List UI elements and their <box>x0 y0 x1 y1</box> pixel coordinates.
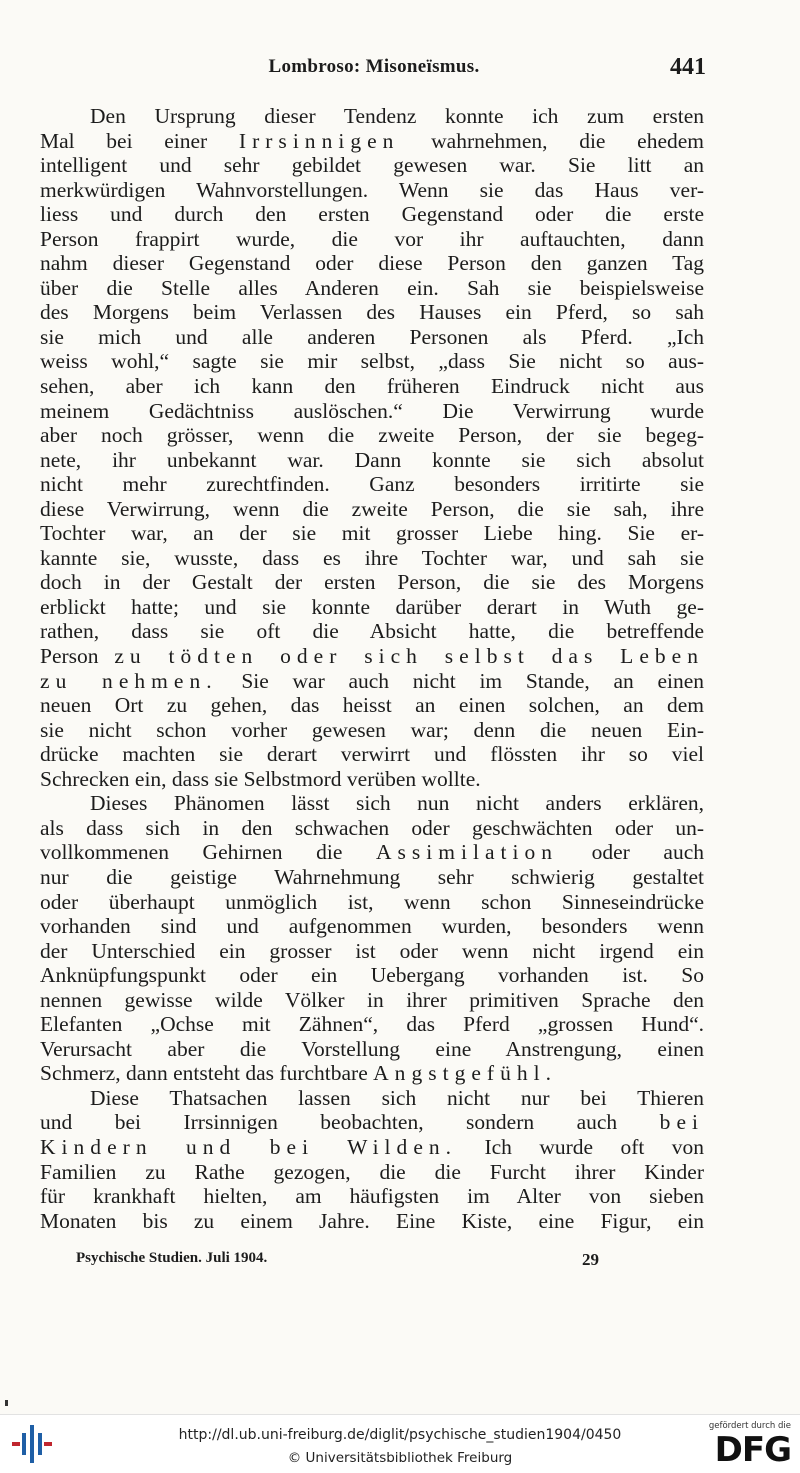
text-line <box>40 1012 704 1037</box>
text-line <box>40 178 704 203</box>
text-line <box>40 767 704 792</box>
text-line <box>40 276 704 301</box>
text-run: nahm dieser Gegenstand oder diese Person den ganzen Tag <box>40 251 704 276</box>
text-run: der Unterschied ein grosser ist oder wenn nicht irgend ein <box>40 938 704 963</box>
text-line <box>40 1160 704 1185</box>
text-run: und bei Irrsinnigen beobachten, sondern auch <box>40 1110 660 1135</box>
text-run: neuen Ort zu gehen, das heisst an einen solchen, an dem <box>40 693 704 718</box>
text-run: drücke machten sie derart verwirrt und flössten ihr so viel <box>40 742 704 767</box>
text-run: Person <box>40 644 115 669</box>
text-run: als dass sich in den schwachen oder geschwächten oder un- <box>40 815 704 840</box>
text-run: Sie war auch nicht im Stande, an einen <box>217 668 704 693</box>
spaced-emphasis: bei <box>659 1110 704 1135</box>
text-line <box>40 521 704 546</box>
text-run: Schmerz, dann entsteht das furchtbare <box>40 1061 374 1086</box>
text-line <box>40 840 704 865</box>
text-run: oder überhaupt unmöglich ist, wenn schon Sinneseindrücke <box>40 889 704 914</box>
spaced-emphasis: zu nehmen. <box>40 668 218 693</box>
text-run: vorhanden sind und aufgenommen wurden, besonders wenn <box>40 914 704 939</box>
text-run: kannte sie, wusste, dass es ihre Tochter war, und sah sie <box>40 545 704 570</box>
text-line <box>40 202 704 227</box>
text-line <box>40 227 704 252</box>
text-run: sie nicht schon vorher gewesen war; denn die neuen Ein- <box>40 717 704 742</box>
text-run: sie mich und alle anderen Personen als Pferd. „Ich <box>40 324 704 349</box>
text-line <box>40 153 704 178</box>
margin-mark <box>5 1400 8 1406</box>
text-run: Anknüpfungspunkt oder ein Uebergang vorhanden ist. So <box>40 963 704 988</box>
text-line <box>40 1209 704 1234</box>
signature-mark: Psychische Studien. Juli 1904. <box>76 1250 268 1266</box>
page-header <box>40 56 708 86</box>
viewer-footer-bar <box>0 1414 800 1473</box>
body-text <box>40 104 704 1233</box>
text-line <box>40 104 704 129</box>
text-line <box>40 546 704 571</box>
text-line <box>40 448 704 473</box>
text-line <box>40 914 704 939</box>
sheet-number: 29 <box>582 1250 599 1269</box>
text-run: rathen, dass sie oft die Absicht hatte, die betreffende <box>40 619 704 644</box>
text-run: vollkommenen Gehirnen die <box>40 840 376 865</box>
text-line <box>40 1184 704 1209</box>
text-run: Monaten bis zu einem Jahre. Eine Kiste, eine Figur, ein <box>40 1208 704 1233</box>
text-line <box>40 988 704 1013</box>
text-line <box>40 1037 704 1062</box>
text-line <box>40 742 704 767</box>
text-run: erblickt hatte; und sie konnte darüber derart in Wuth ge- <box>40 594 704 619</box>
text-run: Den Ursprung dieser Tendenz konnte ich zum ersten <box>90 104 704 128</box>
text-line <box>40 693 704 718</box>
copyright-notice: © Universitätsbibliothek Freiburg <box>287 1450 513 1466</box>
text-line <box>40 349 704 374</box>
text-run: nete, ihr unbekannt war. Dann konnte sie sich absolut <box>40 447 704 472</box>
text-line <box>40 570 704 595</box>
text-line <box>40 325 704 350</box>
text-line <box>40 1110 704 1135</box>
text-line <box>40 251 704 276</box>
spaced-emphasis: Assimilation <box>375 840 559 865</box>
text-run: doch in der Gestalt der ersten Person, die sie des Morgens <box>40 570 704 595</box>
text-run: diese Verwirrung, wenn die zweite Person, die sie sah, ihre <box>40 496 704 521</box>
text-line <box>40 423 704 448</box>
text-run: für krankhaft hielten, am häufigsten im Alter von sieben <box>40 1184 704 1209</box>
text-run: Person frappirt wurde, die vor ihr auftauchten, dann <box>40 226 704 251</box>
text-run: Ich wurde oft von <box>457 1134 704 1159</box>
text-line <box>40 890 704 915</box>
text-line <box>40 497 704 522</box>
text-run: Familien zu Rathe gezogen, die die Furcht ihrer Kinder <box>40 1159 704 1184</box>
text-run: Diese Thatsachen lassen sich nicht nur bei Thieren <box>90 1085 704 1110</box>
text-line <box>40 816 704 841</box>
dfg-tagline: gefördert durch die <box>708 1421 791 1431</box>
text-line <box>40 595 704 620</box>
running-title: Lombroso: Misoneïsmus. <box>268 56 480 77</box>
text-run: sehen, aber ich kann den früheren Eindruck nicht aus <box>40 374 704 399</box>
text-line <box>40 399 704 424</box>
text-run: nicht mehr zurechtfinden. Ganz besonders irritirte sie <box>40 472 704 497</box>
text-line <box>40 374 704 399</box>
text-line <box>40 865 704 890</box>
text-run: Mal bei einer <box>40 128 239 153</box>
spaced-emphasis: Kindern und bei Wilden. <box>40 1134 458 1159</box>
text-run: Dieses Phänomen lässt sich nun nicht anders erklären, <box>90 791 704 816</box>
text-line <box>40 472 704 497</box>
text-run: merkwürdigen Wahnvorstellungen. Wenn sie das Haus ver- <box>40 177 704 202</box>
text-line <box>40 963 704 988</box>
text-run: über die Stelle alles Anderen ein. Sah sie beispielsweise <box>40 275 704 300</box>
text-run: meinem Gedächtniss auslöschen.“ Die Verwirrung wurde <box>40 398 704 423</box>
text-run: nur die geistige Wahrnehmung sehr schwierig gestaltet <box>40 864 704 889</box>
text-run: Elefanten „Ochse mit Zähnen“, das Pferd „grossen Hund“. <box>40 1012 704 1037</box>
text-run: nennen gewisse wilde Völker in ihrer primitiven Sprache den <box>40 987 704 1012</box>
ub-freiburg-logo-icon[interactable] <box>8 1421 56 1467</box>
text-line <box>40 129 704 154</box>
source-url-link[interactable]: http://dl.ub.uni-freiburg.de/diglit/psychische_studien1904/0450 <box>178 1427 622 1443</box>
text-line <box>40 300 704 325</box>
spaced-emphasis: Irrsinnigen <box>238 128 400 153</box>
text-run: Tochter war, an der sie mit grosser Liebe hing. Sie er- <box>40 521 704 546</box>
spaced-emphasis: zu tödten oder sich selbst das Leben <box>114 644 704 669</box>
text-run: Schrecken ein, dass sie Selbstmord verüben wollte. <box>40 766 481 791</box>
text-run: intelligent und sehr gebildet gewesen war. Sie litt an <box>40 153 704 178</box>
dfg-logo-icon[interactable]: DFG <box>714 1430 791 1470</box>
text-run: des Morgens beim Verlassen des Hauses ein Pferd, so sah <box>40 300 704 325</box>
text-line <box>40 644 704 669</box>
text-line <box>40 718 704 743</box>
page-number: 441 <box>670 54 706 80</box>
text-run: Verursacht aber die Vorstellung eine Anstrengung, einen <box>40 1036 704 1061</box>
text-line <box>40 791 704 816</box>
text-run: wahrnehmen, die ehedem <box>399 128 704 153</box>
text-line <box>40 669 704 694</box>
text-line <box>40 939 704 964</box>
text-line <box>40 619 704 644</box>
text-line <box>40 1061 704 1086</box>
text-run: liess und durch den ersten Gegenstand oder die erste <box>40 202 704 227</box>
text-line <box>40 1135 704 1160</box>
page-footer <box>76 1250 636 1272</box>
text-run: aber noch grösser, wenn die zweite Person, der sie begeg- <box>40 423 704 448</box>
text-line <box>40 1086 704 1111</box>
text-run: weiss wohl,“ sagte sie mir selbst, „dass Sie nicht so aus- <box>40 349 704 374</box>
spaced-emphasis: Angstgefühl. <box>373 1061 558 1086</box>
text-run: oder auch <box>558 840 704 865</box>
